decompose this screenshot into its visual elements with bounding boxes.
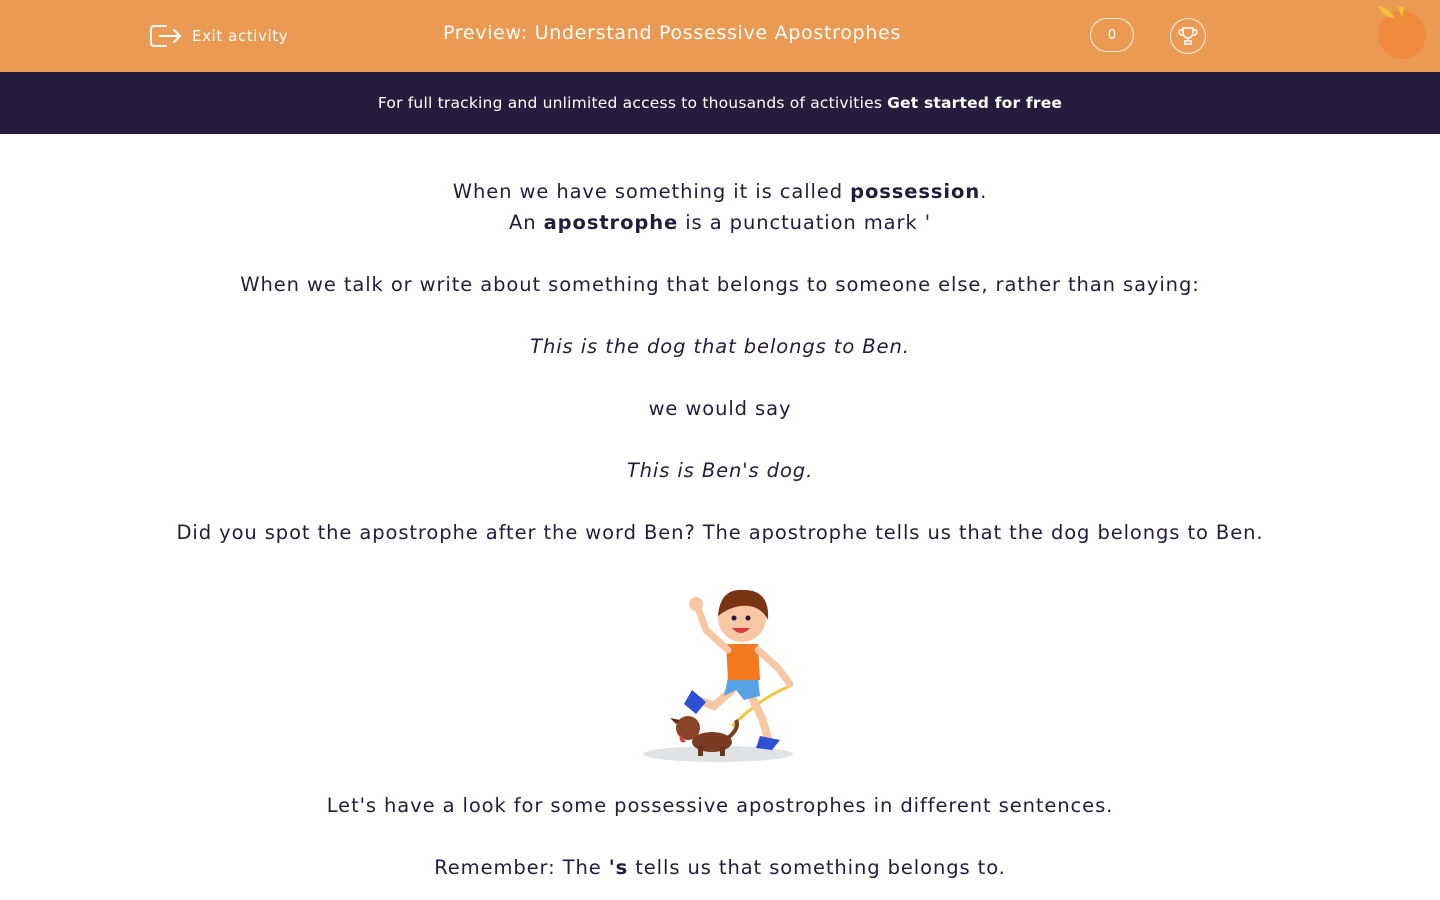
example-long-sentence: This is the dog that belongs to Ben. <box>530 335 910 358</box>
apostrophe-keyword: apostrophe <box>543 211 679 234</box>
spot-apostrophe-sentence: Did you spot the apostrophe after the word Ben? The apostrophe tells us that the dog belongs to Ben. <box>176 521 1264 544</box>
possession-keyword: possession <box>850 180 981 203</box>
top-bar <box>0 0 1440 72</box>
orange-logo-icon[interactable] <box>1372 4 1434 62</box>
possession-sentence <box>0 180 1440 203</box>
boy-walking-dog-illustration <box>640 578 800 764</box>
banner-text: For full tracking and unlimited access to thousands of activities <box>377 94 883 112</box>
trophy-icon <box>1177 25 1199 47</box>
get-started-link[interactable]: Get started for free <box>887 94 1063 112</box>
text-span: Remember: The <box>434 856 609 879</box>
text-span: tells us that something belongs to. <box>628 856 1006 879</box>
apostrophe-sentence <box>0 211 1440 234</box>
text-span: An <box>509 211 544 234</box>
exit-activity-label: Exit activity <box>192 27 289 45</box>
trophy-button[interactable] <box>1170 18 1206 54</box>
example-short-sentence: This is Ben's dog. <box>626 459 814 482</box>
remember-sentence <box>0 856 1440 879</box>
text-span: is a punctuation mark ' <box>678 211 931 234</box>
exit-activity-button[interactable] <box>148 20 288 52</box>
apostrophe-s-keyword: 's <box>608 856 629 879</box>
belongs-intro-sentence: When we talk or write about something that belongs to someone else, rather than saying: <box>240 273 1200 296</box>
we-would-say-text: we would say <box>648 397 792 420</box>
score-counter: 0 <box>1090 18 1134 52</box>
text-span: . <box>980 180 988 203</box>
page-title: Preview: Understand Possessive Apostrophes <box>442 22 902 44</box>
exit-icon <box>148 20 184 52</box>
signup-banner <box>0 72 1440 134</box>
look-for-apostrophes-sentence: Let's have a look for some possessive apostrophes in different sentences. <box>326 794 1114 817</box>
text-span: When we have something it is called <box>452 180 851 203</box>
